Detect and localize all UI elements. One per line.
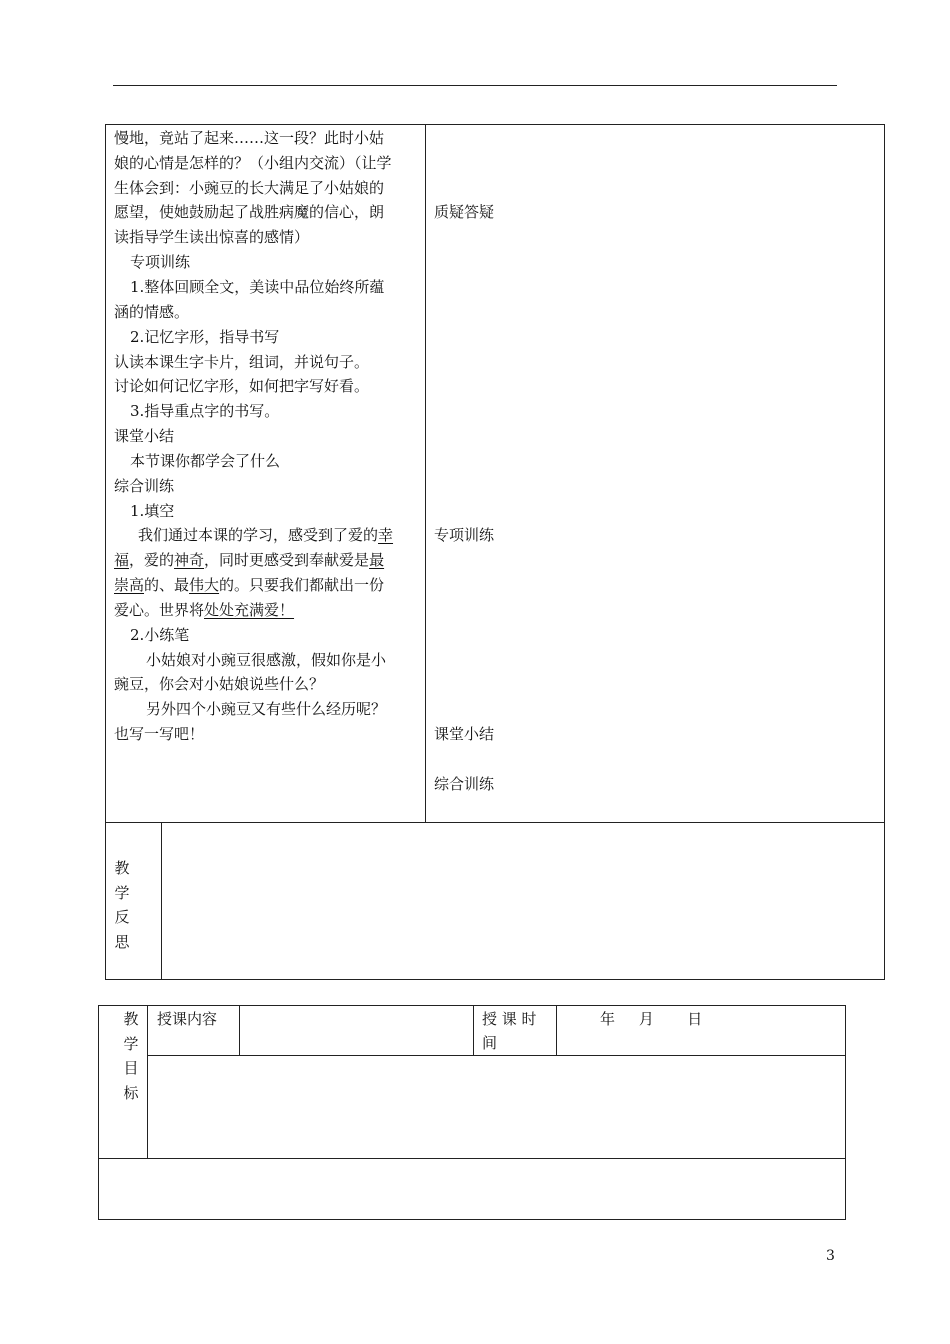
right-label-training: 专项训练 — [434, 526, 495, 544]
section-heading-comprehensive: 综合训练 — [114, 477, 175, 495]
objectives-side-label: 教 学 目 标 — [123, 1010, 139, 1102]
left-line-16: 1.填空 — [130, 502, 175, 520]
fill-blank-line-4: 爱心。世界将处处充满爱！ — [114, 601, 295, 619]
left-line-7: 1.整体回顾全文，美读中品位始终所蕴 — [130, 278, 385, 296]
column-divider — [425, 124, 426, 822]
left-line-4: 愿望，使她鼓励起了战胜病魔的信心，朗 — [114, 203, 385, 221]
left-line-2: 娘的心情是怎样的？（小组内交流）（让学 — [114, 154, 392, 172]
reflection-content-cell[interactable] — [163, 824, 883, 978]
left-line-8: 涵的情感。 — [114, 303, 190, 321]
objectives-bottom-divider — [98, 1158, 846, 1159]
left-line-practice: 2.小练笔 — [130, 626, 190, 644]
header-divider-2 — [473, 1005, 474, 1055]
header-divider-1 — [239, 1005, 240, 1055]
left-line-11: 讨论如何记忆字形，如何把字写好看。 — [114, 377, 370, 395]
fill-blank-line-1: 我们通过本课的学习，感受到了爱的幸 — [138, 526, 394, 544]
left-line-10: 认读本课生字卡片，组词，并说句子。 — [114, 353, 370, 371]
time-label-line-1: 授 课 时 — [482, 1010, 537, 1028]
reflection-divider — [161, 822, 162, 980]
left-line-1: 慢地，竟站了起来……这一段？此时小姑 — [114, 129, 385, 147]
left-line-3: 生体会到：小豌豆的长大满足了小姑娘的 — [114, 179, 385, 197]
right-label-comprehensive: 综合训练 — [434, 775, 495, 793]
left-line-practice-4: 也写一写吧！ — [114, 725, 205, 743]
reflection-label: 教 学 反 思 — [114, 859, 130, 951]
section-heading-training: 专项训练 — [130, 253, 191, 271]
left-line-12: 3.指导重点字的书写。 — [130, 402, 280, 420]
page-number: 3 — [826, 1248, 835, 1264]
left-line-5: 读指导学生读出惊喜的感情） — [114, 228, 310, 246]
header-rule — [113, 85, 837, 86]
section-heading-summary: 课堂小结 — [114, 427, 175, 445]
row-divider — [105, 822, 885, 823]
header-divider-3 — [556, 1005, 557, 1055]
fill-blank-line-3: 崇高的、最伟大的。只要我们都献出一份 — [114, 576, 385, 594]
left-line-practice-1: 小姑娘对小豌豆很感激，假如你是小 — [146, 651, 387, 669]
objectives-content-cell[interactable] — [149, 1057, 845, 1157]
right-label-summary: 课堂小结 — [434, 725, 495, 743]
left-line-14: 本节课你都学会了什么 — [130, 452, 281, 470]
date-field[interactable]: 年 月 日 — [600, 1010, 703, 1028]
content-input-cell[interactable] — [241, 1006, 472, 1054]
right-label-questions: 质疑答疑 — [434, 203, 495, 221]
left-line-9: 2.记忆字形，指导书写 — [130, 328, 280, 346]
content-label: 授课内容 — [157, 1010, 218, 1028]
left-line-practice-2: 豌豆，你会对小姑娘说些什么？ — [114, 675, 325, 693]
objectives-side-divider — [147, 1005, 148, 1158]
fill-blank-line-2: 福，爱的神奇，同时更感受到奉献爱是最 — [114, 551, 385, 569]
objectives-footer-cell[interactable] — [99, 1160, 845, 1219]
time-label-line-2: 间 — [482, 1034, 498, 1052]
left-line-practice-3: 另外四个小豌豆又有些什么经历呢？ — [146, 700, 387, 718]
